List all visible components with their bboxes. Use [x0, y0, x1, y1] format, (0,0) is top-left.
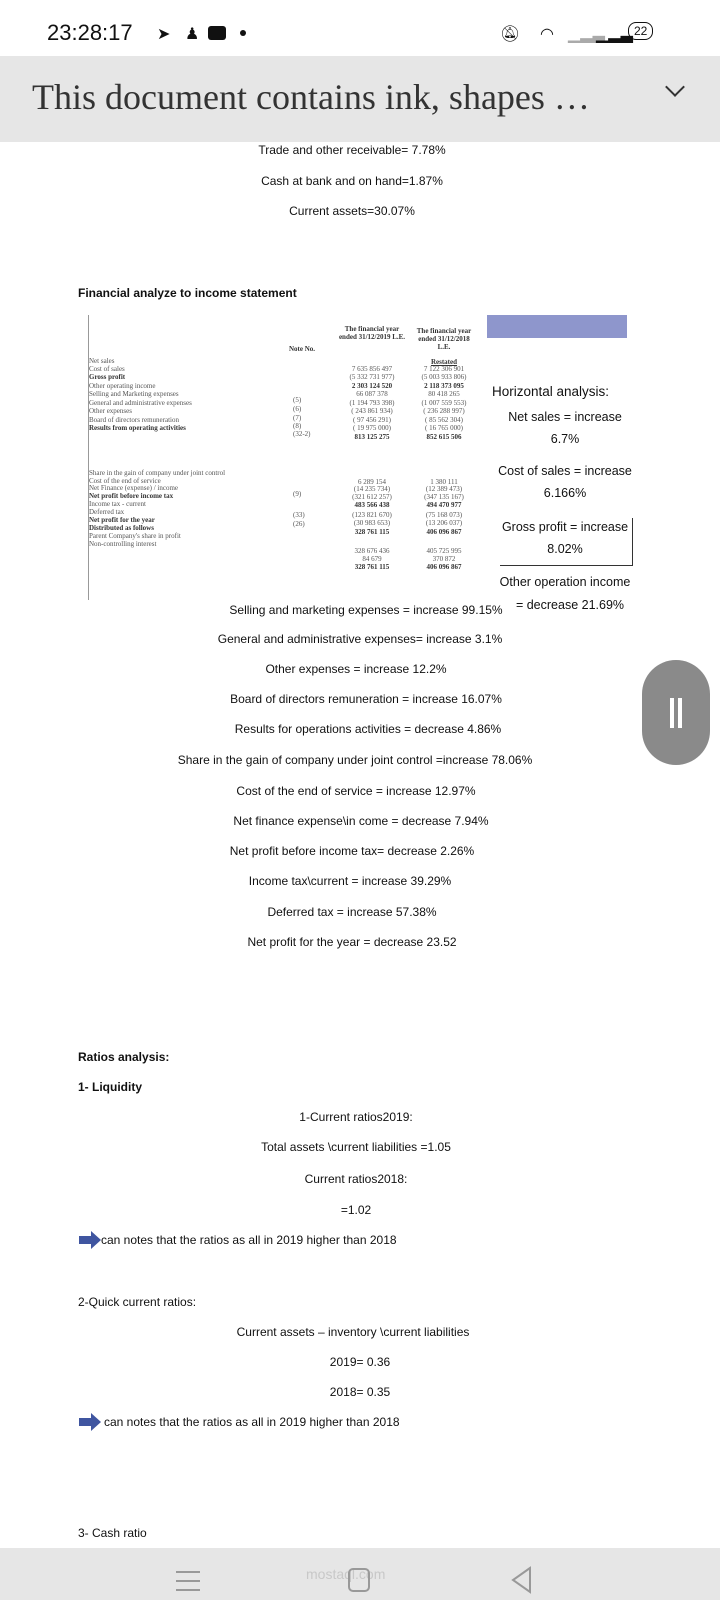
horizontal-line: 6.7%	[550, 432, 580, 446]
text-line: Current assets – inventory \current liabilities	[236, 1325, 470, 1339]
value-2019: 66 087 378	[356, 390, 388, 398]
ratios-heading: Ratios analysis:	[78, 1050, 170, 1064]
value-2018: 1 380 111	[430, 478, 458, 486]
row-label: Cost of sales	[89, 365, 125, 373]
note-number: (8)	[293, 422, 302, 430]
telegram-icon: ➤	[157, 26, 171, 43]
row-label: Cost of the end of service	[89, 477, 161, 485]
text-line: Current ratios2018:	[304, 1172, 408, 1186]
row-label: Selling and Marketing expenses	[89, 390, 179, 398]
row-label: Other expenses	[89, 407, 132, 415]
row-label: Other operating income	[89, 382, 156, 390]
document-title: This document contains ink, shapes …	[32, 77, 590, 117]
text-line: Current assets=30.07%	[289, 204, 415, 218]
value-2018: 2 118 373 095	[424, 382, 464, 390]
note-number: (5)	[293, 396, 302, 404]
row-label: General and administrative expenses	[89, 399, 192, 407]
value-2018: ( 16 765 000)	[425, 424, 463, 432]
value-2018: 370 872	[432, 555, 456, 563]
value-2018: 80 418 265	[428, 390, 460, 398]
analysis-result-line: Deferred tax = increase 57.38%	[267, 905, 437, 919]
value-2019: 328 761 115	[354, 528, 390, 536]
row-label: Net Finance (expense) / income	[89, 484, 179, 492]
note-number: (26)	[293, 520, 305, 528]
arrow-right-icon	[79, 1413, 101, 1431]
value-2018: ( 236 288 997)	[423, 407, 465, 415]
horizontal-line: Gross profit = increase	[501, 520, 629, 534]
value-2019: 328 761 115	[354, 563, 390, 571]
year-2018-header: The financial year ended 31/12/2018 L.E.	[416, 327, 472, 351]
document-header	[0, 56, 720, 142]
row-label: Parent Company's share in profit	[89, 532, 181, 540]
row-label: Non-controlling interest	[89, 540, 157, 548]
horizontal-line: = decrease 21.69%	[515, 598, 625, 612]
navigation-bar	[0, 1548, 720, 1600]
text-line: =1.02	[340, 1203, 372, 1217]
analysis-result-line: Selling and marketing expenses = increase 99.15%	[229, 603, 503, 617]
analysis-result-line: Net profit for the year = decrease 23.52	[247, 935, 457, 949]
value-2018: (347 135 167)	[424, 493, 464, 501]
analysis-result-line: Income tax\current = increase 39.29%	[248, 874, 452, 888]
horizontal-line: Other operation income	[499, 575, 631, 589]
analysis-result-line: Share in the gain of company under joint control =increase 78.06%	[177, 753, 533, 767]
value-2019: ( 19 975 000)	[353, 424, 391, 432]
year-2019-header: The financial year ended 31/12/2019 L.E.	[338, 325, 406, 341]
row-label: Deferred tax	[89, 508, 125, 516]
value-2018: 406 096 867	[426, 563, 462, 571]
analysis-result-line: Results for operations activities = decrease 4.86%	[234, 722, 502, 736]
value-2018: (5 003 933 806)	[421, 373, 467, 381]
value-2018: 405 725 995	[426, 547, 462, 555]
cash-ratio-heading: 3- Cash ratio	[78, 1526, 147, 1540]
arrow-right-icon	[79, 1231, 101, 1249]
back-icon[interactable]	[510, 1566, 532, 1594]
note-number: (9)	[293, 490, 302, 498]
value-2018: 406 096 867	[426, 528, 462, 536]
chevron-down-icon[interactable]	[665, 77, 685, 97]
note-text: can notes that the ratios as all in 2019 higher than 2018	[104, 1415, 400, 1429]
horizontal-title: Horizontal analysis:	[492, 384, 610, 399]
text-line: Total assets \current liabilities =1.05	[261, 1140, 451, 1154]
note-number: (32-2)	[293, 430, 311, 438]
value-2019: 84 679	[362, 555, 382, 563]
dot-icon	[240, 30, 246, 36]
note-number: (6)	[293, 405, 302, 413]
analysis-result-line: Board of directors remuneration = increase 16.07%	[230, 692, 502, 706]
value-2019: (123 821 670)	[352, 511, 392, 519]
text-line: Trade and other receivable= 7.78%	[258, 143, 446, 157]
snapchat-icon: ♟	[185, 26, 200, 43]
analysis-result-line: Cost of the end of service = increase 12.97%	[236, 784, 476, 798]
analysis-result-line: Net finance expense\in come = decrease 7.94%	[233, 814, 489, 828]
battery-icon: 22	[628, 22, 653, 40]
value-2019: (14 235 734)	[353, 485, 391, 493]
bell-muted-icon: 🔕︎	[500, 26, 521, 43]
horizontal-line: Net sales = increase	[508, 410, 622, 424]
value-2018: 852 615 506	[426, 433, 462, 441]
analysis-result-line: Net profit before income tax= decrease 2.26%	[229, 844, 475, 858]
scroll-handle[interactable]	[642, 660, 710, 765]
value-2019: ( 97 456 291)	[353, 416, 391, 424]
watermark: mostaql.com	[306, 1566, 386, 1582]
row-label: Share in the gain of company under joint control	[89, 469, 226, 477]
note-number: (33)	[293, 511, 305, 519]
text-line: 2018= 0.35	[329, 1385, 391, 1399]
menu-icon[interactable]	[176, 1571, 200, 1591]
value-2019: (321 612 257)	[352, 493, 392, 501]
value-2019: (5 332 731 977)	[349, 373, 395, 381]
accent-bar	[487, 315, 627, 338]
value-2018: (13 206 037)	[425, 519, 463, 527]
horizontal-line: 6.166%	[543, 486, 587, 500]
text-line: Cash at bank and on hand=1.87%	[261, 174, 443, 188]
row-label: Income tax - current	[89, 500, 146, 508]
row-label: Board of directors remuneration	[89, 416, 179, 424]
restated-label: Restated	[430, 358, 458, 366]
income-statement-image	[88, 315, 483, 600]
status-bar	[0, 0, 720, 56]
row-label: Gross profit	[89, 373, 126, 381]
note-number: (7)	[293, 414, 302, 422]
horizontal-line: 8.02%	[547, 542, 583, 556]
home-icon[interactable]	[348, 1568, 370, 1592]
value-2018: 494 470 977	[426, 501, 462, 509]
value-2019: (30 983 653)	[353, 519, 391, 527]
text-line: 1-Current ratios2019:	[299, 1110, 413, 1124]
value-2018: 7 122 306 901	[423, 365, 465, 373]
value-2019: 7 635 856 497	[351, 365, 393, 373]
note-text: can notes that the ratios as all in 2019 higher than 2018	[101, 1233, 397, 1247]
horizontal-line: Cost of sales = increase	[498, 464, 632, 478]
note-header: Note No.	[288, 345, 316, 353]
value-2018: (75 168 073)	[425, 511, 463, 519]
signal-icon: ▁▂▃	[568, 26, 605, 43]
section-heading: Financial analyze to income statement	[78, 286, 297, 300]
value-2018: ( 85 562 304)	[425, 416, 463, 424]
analysis-result-line: Other expenses = increase 12.2%	[265, 662, 447, 676]
status-time: 23:28:17	[47, 20, 133, 45]
liquidity-heading: 1- Liquidity	[78, 1080, 142, 1094]
signal-icon: ▁▂▃	[596, 26, 633, 43]
youtube-icon	[208, 26, 226, 40]
row-label: Results from operating activities	[89, 424, 186, 432]
row-label: Net profit for the year	[89, 516, 155, 524]
row-label: Net profit before income tax	[89, 492, 174, 500]
quick-ratio-heading: 2-Quick current ratios:	[78, 1295, 197, 1309]
value-2019: 813 125 275	[354, 433, 390, 441]
value-2019: 483 566 438	[354, 501, 390, 509]
value-2019: 2 303 124 520	[351, 382, 393, 390]
value-2019: 6 289 154	[358, 478, 386, 486]
row-label: Distributed as follows	[89, 524, 154, 532]
value-2019: ( 243 861 934)	[351, 407, 393, 415]
row-label: Net sales	[89, 357, 115, 365]
analysis-result-line: General and administrative expenses= increase 3.1%	[217, 632, 503, 646]
value-2018: (1 007 559 553)	[421, 399, 467, 407]
value-2018: (12 389 473)	[425, 485, 463, 493]
value-2019: (1 194 793 398)	[349, 399, 395, 407]
value-2019: 328 676 436	[354, 547, 390, 555]
text-line: 2019= 0.36	[329, 1355, 391, 1369]
wifi-icon: ◠	[540, 26, 554, 43]
